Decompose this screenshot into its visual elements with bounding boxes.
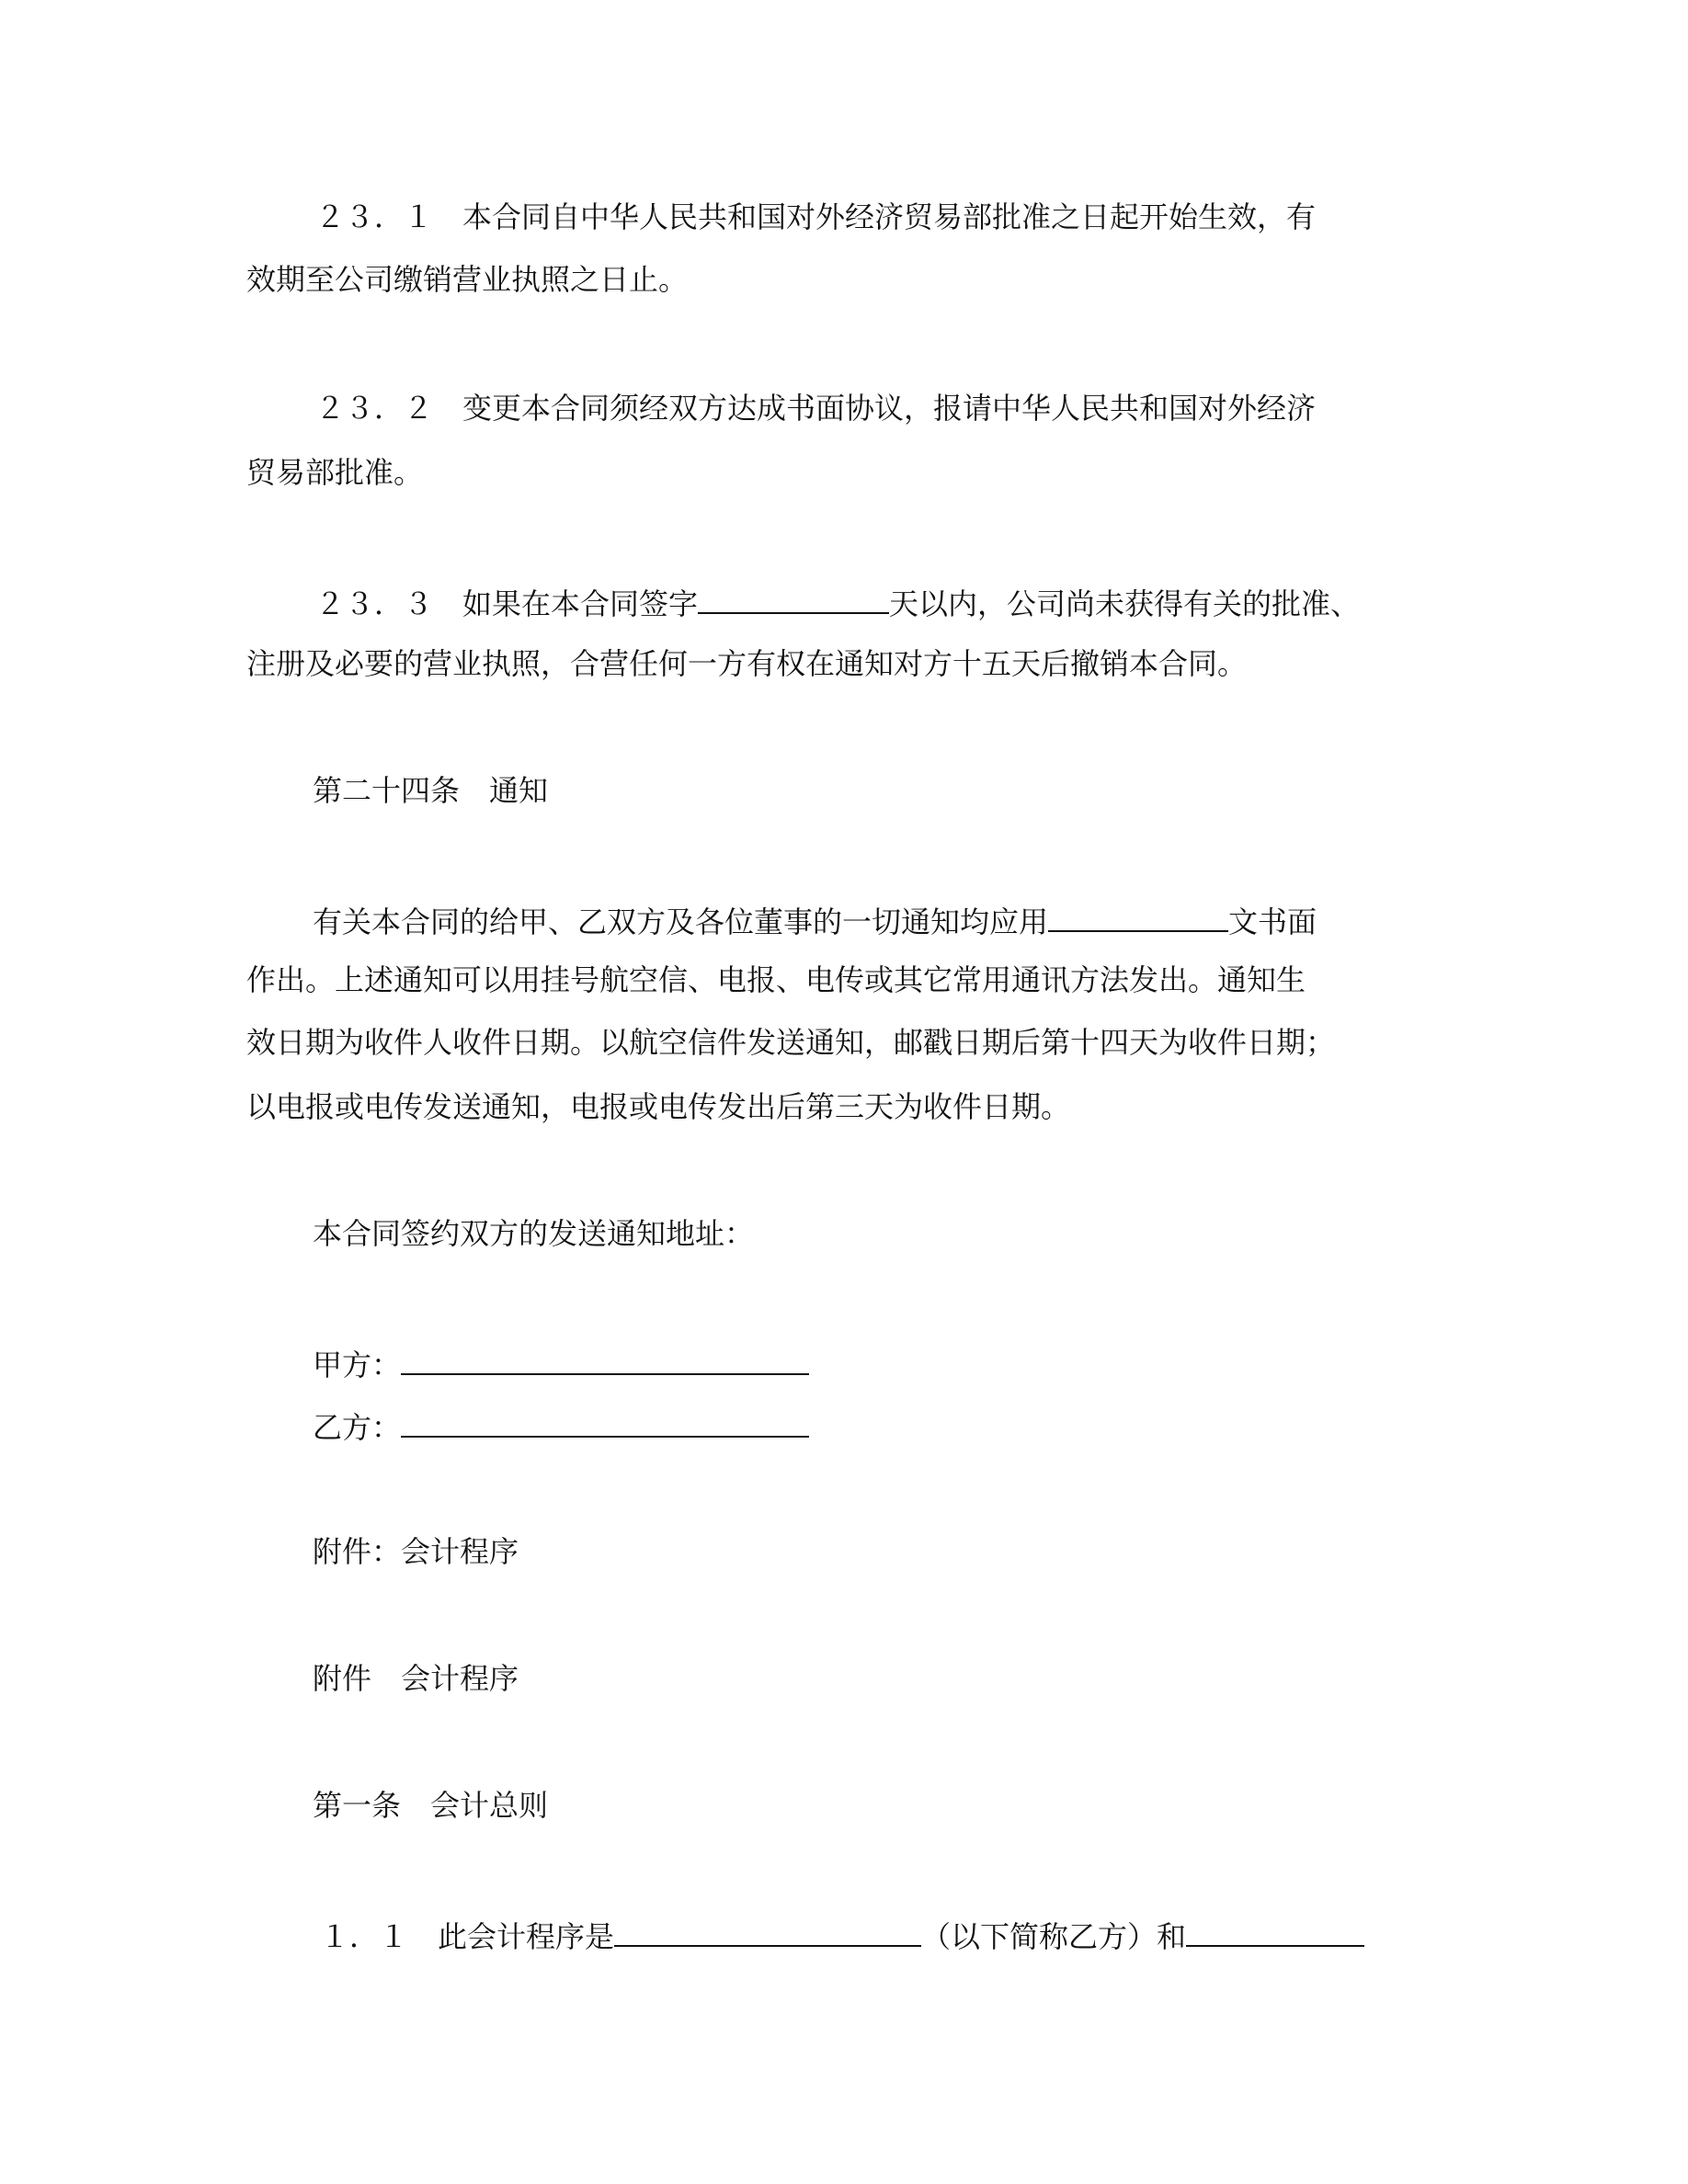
article-24-line-2: 作出。上述通知可以用挂号航空信、电报、电传或其它常用通讯方法发出。通知生 <box>246 962 1306 997</box>
clause-23-3-prefix: ２３．３ 如果在本合同签字 <box>315 586 699 621</box>
clause-23-2-line-2: 贸易部批准。 <box>246 455 424 490</box>
clause-23-1-line-2: 效期至公司缴销营业执照之日止。 <box>246 262 689 297</box>
clause-23-2-line-1: ２３．２ 变更本合同须经双方达成书面协议，报请中华人民共和国对外经济 <box>315 391 1317 426</box>
party-b-address-blank[interactable] <box>401 1405 809 1438</box>
attachment-heading-2: 附件 会计程序 <box>313 1661 519 1696</box>
days-blank[interactable] <box>698 581 889 614</box>
address-intro: 本合同签约双方的发送通知地址： <box>313 1216 755 1251</box>
party-a-address-blank[interactable] <box>401 1342 809 1375</box>
party-a-label: 甲方： <box>313 1348 402 1382</box>
party-b-row <box>313 1405 809 1446</box>
article-24-heading: 第二十四条 通知 <box>313 773 549 808</box>
party-a-row <box>313 1342 809 1383</box>
article-24-p1-prefix: 有关本合同的给甲、乙双方及各位董事的一切通知均应用 <box>313 904 1049 939</box>
article-24-p1-suffix: 文书面 <box>1228 904 1317 939</box>
clause-1-1-line-1 <box>320 1914 1364 1955</box>
clause-23-1-line-1: ２３．１ 本合同自中华人民共和国对外经济贸易部批准之日起开始生效，有 <box>315 199 1317 234</box>
clause-1-1-prefix: １．１ 此会计程序是 <box>320 1919 615 1954</box>
article-24-line-4: 以电报或电传发送通知，电报或电传发出后第三天为收件日期。 <box>246 1089 1071 1124</box>
clause-23-3-suffix: 天以内，公司尚未获得有关的批准、 <box>889 586 1361 621</box>
clause-1-1-middle: （以下简称乙方）和 <box>921 1919 1187 1954</box>
party-b-label: 乙方： <box>313 1410 402 1445</box>
attachment-heading-1: 附件：会计程序 <box>313 1534 519 1569</box>
article-24-line-1 <box>313 899 1317 940</box>
party-b-name-blank[interactable] <box>614 1914 921 1947</box>
language-blank[interactable] <box>1048 899 1228 932</box>
clause-23-3-line-2: 注册及必要的营业执照，合营任何一方有权在通知对方十五天后撤销本合同。 <box>246 646 1248 681</box>
article-1-heading: 第一条 会计总则 <box>313 1788 549 1823</box>
clause-23-3-line-1 <box>315 581 1360 622</box>
article-24-line-3: 效日期为收件人收件日期。以航空信件发送通知，邮戳日期后第十四天为收件日期； <box>246 1025 1336 1060</box>
party-a-name-blank[interactable] <box>1186 1914 1364 1947</box>
